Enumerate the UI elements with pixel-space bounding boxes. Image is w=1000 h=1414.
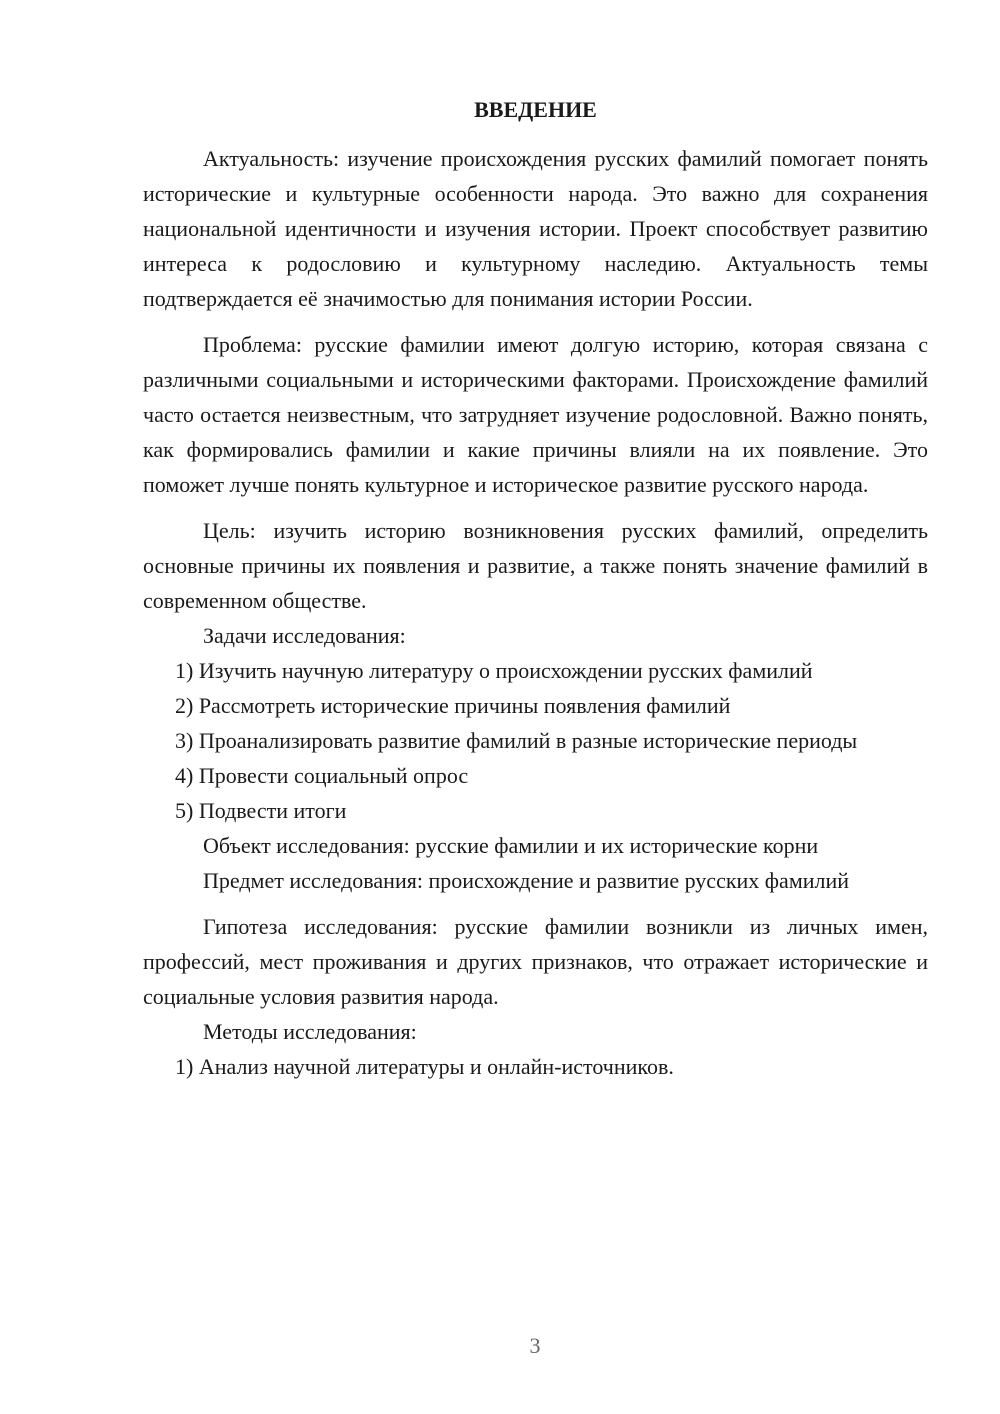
problem-paragraph: Проблема: русские фамилии имеют долгую историю, которая связана с различными социальными и историческими факторами. Происхождение фамилий часто остается неизвестным, что затрудняет изучение родословной. Важно понять, как формировались фамилии и какие причины влияли на их появление. Это поможет лучше понять культурное и историческое развитие русского народа. [143,332,928,497]
task-item-5: 5) Подвести итоги [175,798,347,823]
document-page [143,95,928,1084]
method-item-1: 1) Анализ научной литературы и онлайн-источников. [175,1054,674,1079]
relevance-paragraph: Актуальность: изучение происхождения русских фамилий помогает понять исторические и культурные особенности народа. Это важно для сохранения национальной идентичности и изучения истории. Проект способствует развитию интереса к родословию и культурному наследию. Актуальность темы подтверждается её значимостью для понимания истории России. [143,146,928,311]
subject-line: Предмет исследования: происхождение и развитие русских фамилий [203,868,850,893]
methods-heading: Методы исследования: [203,1019,417,1044]
goal-paragraph: Цель: изучить историю возникновения русских фамилий, определить основные причины их появления и развитие, а также понять значение фамилий в современном обществе. [143,518,928,613]
tasks-heading: Задачи исследования: [203,623,406,648]
task-item-1: 1) Изучить научную литературу о происхождении русских фамилий [175,658,813,683]
task-item-4: 4) Провести социальный опрос [175,763,469,788]
page-number: 3 [529,1333,541,1358]
hypothesis-paragraph: Гипотеза исследования: русские фамилии возникли из личных имен, профессий, мест проживания и других признаков, что отражает исторические и социальные условия развития народа. [143,914,928,1009]
task-item-2: 2) Рассмотреть исторические причины появления фамилий [175,693,731,718]
section-title: ВВЕДЕНИЕ [474,97,597,122]
object-line: Объект исследования: русские фамилии и их исторические корни [203,833,819,858]
task-item-3: 3) Проанализировать развитие фамилий в разные исторические периоды [175,728,858,753]
